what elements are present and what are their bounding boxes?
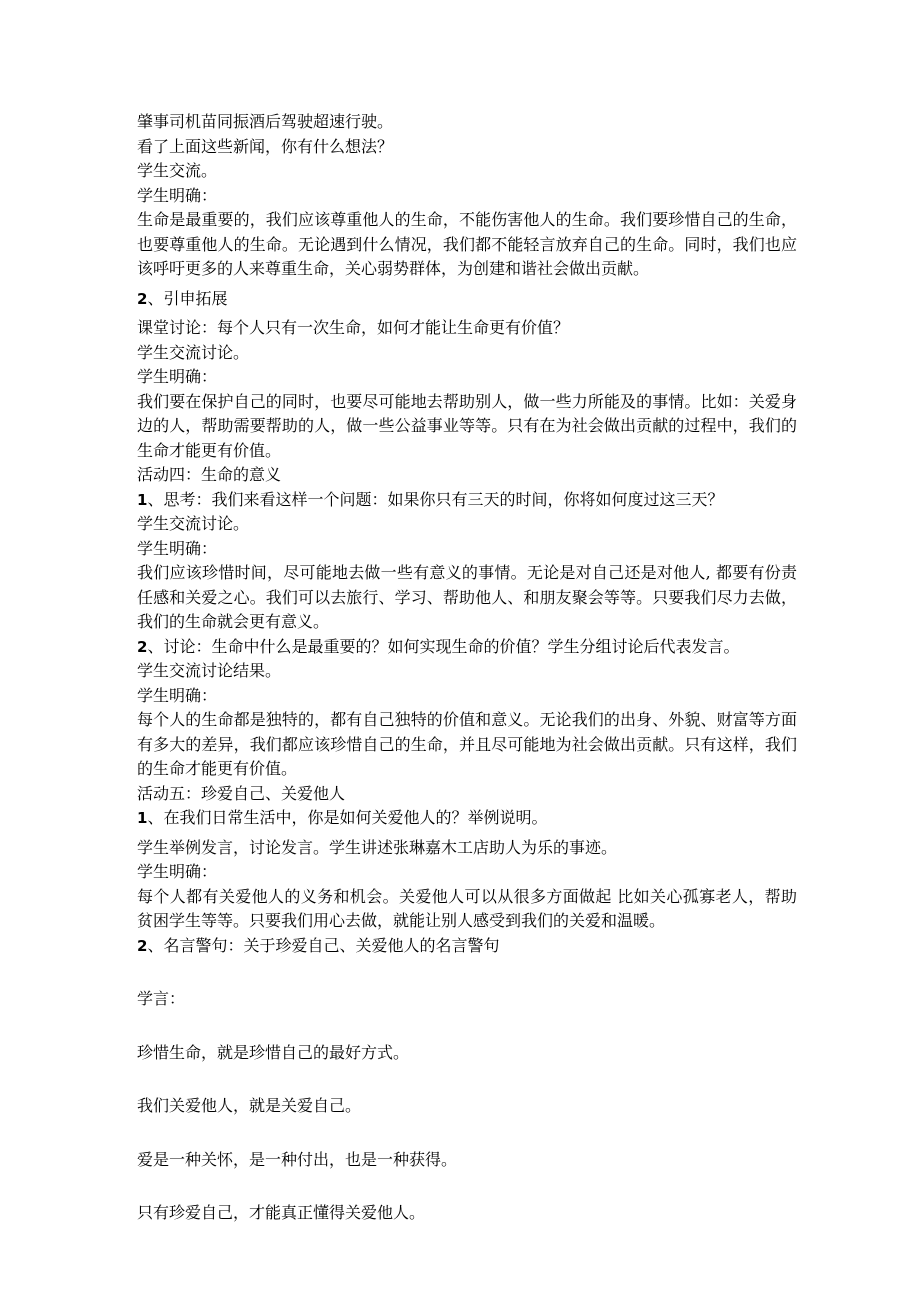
item-number: 2: [137, 936, 148, 955]
paragraph: 每个人的生命都是独特的，都有自己独特的价值和意义。无论我们的出身、外貌、财富等方面有多大的差异，我们都应该珍惜自己的生命，并且尽可能地为社会做出贡献。只有这样，我们的生命才能更有价值。: [137, 710, 797, 778]
text-line: 学生明确：: [137, 862, 218, 881]
text-line: 学生明确：: [137, 185, 218, 205]
text-line: 学生明确：: [137, 538, 218, 558]
quote-line: 爱是一种关怀，是一种付出，也是一种获得。: [137, 1149, 458, 1169]
item-text: 、在我们日常生活中，你是如何关爱他人的？举例说明。: [147, 808, 548, 827]
text-line: 学生交流讨论。: [137, 514, 250, 533]
numbered-item: [137, 934, 797, 959]
activity-heading: 活动五：珍爱自己、关爱他人: [137, 783, 346, 803]
text-line: 学生明确：: [137, 367, 218, 386]
item-number: 1: [137, 490, 148, 509]
text-line: 课堂讨论：每个人只有一次生命，如何才能让生命更有价值？: [137, 318, 570, 337]
activity-heading: 活动四：生命的意义: [137, 465, 282, 484]
numbered-item: [137, 635, 797, 660]
item-text: 、讨论：生命中什么是最重要的？如何实现生命的价值？学生分组讨论后代表发言。: [147, 636, 740, 656]
item-number: 2: [137, 637, 148, 656]
paragraph: 生命是最重要的，我们应该尊重他人的生命，不能伤害他人的生命。我们要珍惜自己的生命，也要尊重他人的生命。无论遇到什么情况，我们都不能轻言放弃自己的生命。同时，我们也应该呼吁更多的人来尊重生命，关心弱势群体，为创建和谐社会做出贡献。: [137, 210, 797, 278]
question-line: 看了上面这些新闻，你有什么想法？: [137, 136, 394, 156]
text-line: 学生交流。: [137, 161, 218, 180]
quote-line: 我们关爱他人，就是关爱自己。: [137, 1096, 362, 1115]
text-line: 肇事司机苗同振酒后驾驶超速行驶。: [137, 112, 394, 131]
quote-line: 只有珍爱自己，才能真正懂得关爱他人。: [137, 1203, 426, 1222]
item-number: 1: [137, 809, 148, 827]
document-body: [137, 110, 797, 1226]
item-text: 、思考：我们来看这样一个问题：如果你只有三天的时间，你将如何度过这三天？: [147, 489, 724, 509]
item-text: 、名言警句：关于珍爱自己、关爱他人的名言警句: [147, 935, 500, 955]
numbered-item: [137, 488, 797, 513]
numbered-item: [137, 806, 797, 831]
text-line: 学生交流讨论结果。: [137, 661, 282, 680]
heading-number: 2: [137, 289, 148, 308]
text-line: 学生明确：: [137, 685, 218, 705]
quote-label: 学言：: [137, 989, 186, 1008]
heading-text: 、引申拓展: [147, 288, 228, 308]
paragraph: 我们应该珍惜时间，尽可能地去做一些有意义的事情。无论是对自己还是对他人, 都要有份责任感和关爱之心。我们可以去旅行、学习、帮助他人、和朋友聚会等等。只要我们尽力去做，我们的生命就会更有意义。: [137, 563, 797, 631]
paragraph: 我们要在保护自己的同时，也要尽可能地去帮助别人，做一些力所能及的事情。比如：关爱身边的人，帮助需要帮助的人，做一些公益事业等等。只有在为社会做出贡献的过程中，我们的生命才能更有价值。: [137, 391, 797, 460]
quote-line: 珍惜生命，就是珍惜自己的最好方式。: [137, 1042, 410, 1062]
section-heading: [137, 287, 797, 312]
text-line: 学生交流讨论。: [137, 342, 250, 362]
paragraph: 每个人都有关爱他人的义务和机会。关爱他人可以从很多方面做起 比如关心孤寡老人，帮助贫困学生等等。只要我们用心去做，就能让别人感受到我们的关爱和温暖。: [137, 886, 797, 930]
text-line: 学生举例发言，讨论发言。学生讲述张琳嘉木工店助人为乐的事迹。: [137, 837, 618, 857]
